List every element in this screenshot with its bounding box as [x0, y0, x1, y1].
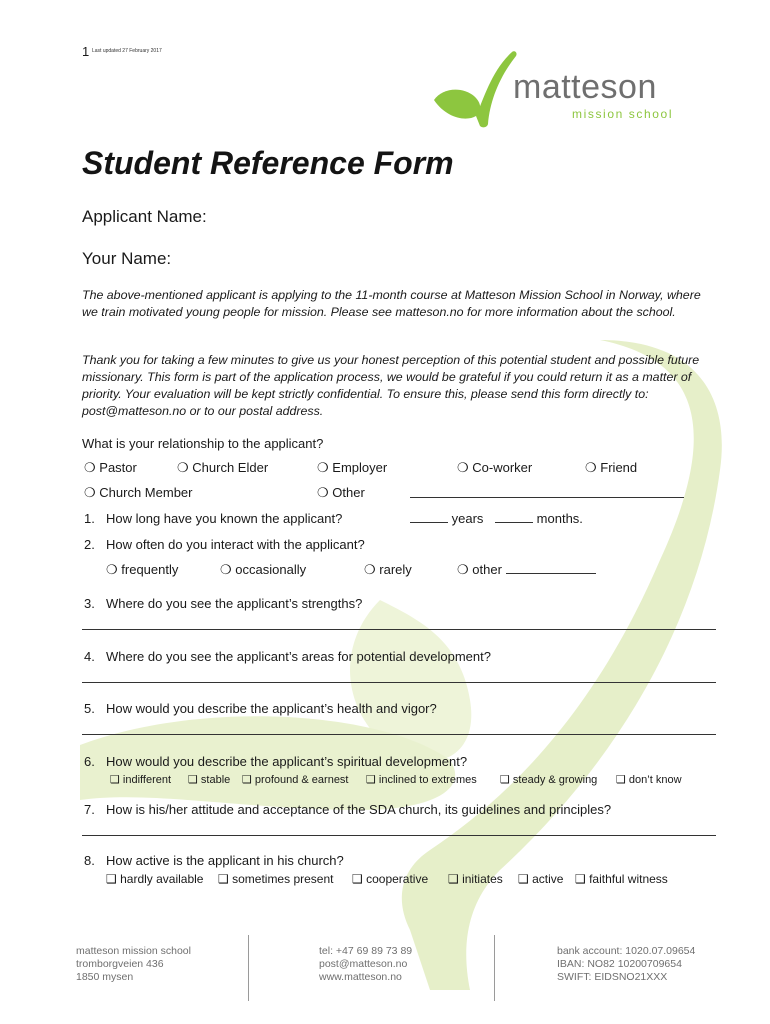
- question-7: [84, 802, 611, 817]
- option-church-elder[interactable]: ❍ Church Elder: [177, 460, 269, 475]
- question-3: [84, 596, 362, 611]
- option-inclined-to-extremes[interactable]: ❑ inclined to extremes: [366, 774, 477, 786]
- footer-address: [76, 945, 191, 984]
- option-rarely[interactable]: ❍ rarely: [364, 562, 412, 577]
- known-duration-fields: [410, 511, 583, 526]
- question-text: Where do you see the applicant’s areas for potential development?: [106, 649, 491, 664]
- question-text: How active is the applicant in his church?: [106, 853, 344, 868]
- question-8: [84, 853, 344, 868]
- option-label: frequently: [121, 562, 179, 577]
- footer-bank: [557, 945, 695, 984]
- question-6: [84, 754, 467, 769]
- option-label: inclined to extremes: [378, 774, 477, 786]
- option-stable[interactable]: ❑ stable: [188, 774, 231, 786]
- question-number: 1.: [84, 511, 95, 526]
- months-label: months.: [536, 511, 583, 526]
- option-steady-growing[interactable]: ❑ steady & growing: [500, 774, 598, 786]
- question-text: Where do you see the applicant’s strengths?: [106, 596, 363, 611]
- months-blank[interactable]: [495, 522, 533, 523]
- footer-line: matteson mission school: [76, 945, 191, 957]
- question-4: [84, 649, 491, 664]
- question-text: How often do you interact with the applicant?: [106, 537, 365, 552]
- question-number: 8.: [84, 853, 95, 868]
- option-occasionally[interactable]: ❍ occasionally: [220, 562, 307, 577]
- answer-line-5[interactable]: [82, 734, 716, 735]
- years-label: years: [451, 511, 484, 526]
- other-relationship-blank[interactable]: [410, 497, 684, 498]
- option-label: occasionally: [235, 562, 307, 577]
- option-initiates[interactable]: ❑ initiates: [448, 872, 503, 886]
- option-label: indifferent: [122, 774, 172, 786]
- option-label: cooperative: [366, 872, 429, 886]
- footer-line[interactable]: post@matteson.no: [319, 958, 408, 970]
- option-label: hardly available: [120, 872, 204, 886]
- answer-line-4[interactable]: [82, 682, 716, 683]
- answer-line-3[interactable]: [82, 629, 716, 630]
- footer-line: bank account: 1020.07.09654: [557, 945, 696, 957]
- question-5: [84, 701, 437, 716]
- logo-subtitle: mission school: [572, 107, 674, 121]
- footer-line: tromborgveien 436: [76, 958, 164, 970]
- logo-wordmark: matteson: [513, 68, 657, 106]
- option-other[interactable]: ❍ Other: [317, 485, 365, 500]
- question-2: [84, 537, 365, 552]
- option-other-frequency[interactable]: ❍ other: [457, 562, 596, 578]
- option-label: steady & growing: [512, 774, 598, 786]
- answer-line-7[interactable]: [82, 835, 716, 836]
- option-label: Church Member: [99, 485, 193, 500]
- option-label: don’t know: [628, 774, 682, 786]
- question-number: 7.: [84, 802, 95, 817]
- question-number: 3.: [84, 596, 95, 611]
- option-label: active: [532, 872, 564, 886]
- option-label: faithful witness: [589, 872, 668, 886]
- question-text: How would you describe the applicant’s health and vigor?: [106, 701, 437, 716]
- instructions-paragraph: Thank you for taking a few minutes to give us your honest perception of this potential student and possible future missionary. This form is part of the application process, we would be grateful if you could return it as a matter of priority. Your evaluation will be kept strictly confidential. To ensure this, please send this form directly to: post@matteson.no or to our postal address.: [82, 353, 700, 418]
- option-dont-know[interactable]: ❑ don’t know: [616, 774, 682, 786]
- option-hardly-available[interactable]: ❑ hardly available: [106, 872, 204, 886]
- page-number: 1: [82, 44, 90, 59]
- option-sometimes-present[interactable]: ❑ sometimes present: [218, 872, 334, 886]
- option-label: Co-worker: [472, 460, 533, 475]
- footer-line: IBAN: NO82 10200709654: [557, 958, 682, 970]
- option-label: sometimes present: [232, 872, 334, 886]
- question-1: [84, 511, 342, 526]
- last-updated-note: Last updated 27 February 2017: [92, 48, 162, 54]
- question-text: How would you describe the applicant’s spiritual development?: [106, 754, 468, 769]
- option-label: Friend: [600, 460, 638, 475]
- option-label: Employer: [332, 460, 388, 475]
- applicant-name-label: Applicant Name:: [82, 207, 207, 226]
- option-employer[interactable]: ❍ Employer: [317, 460, 388, 475]
- option-label: initiates: [462, 872, 503, 886]
- years-blank[interactable]: [410, 522, 448, 523]
- footer-contact: [319, 945, 412, 984]
- relationship-question: What is your relationship to the applicant?: [82, 436, 324, 451]
- other-frequency-blank[interactable]: [506, 573, 596, 574]
- question-number: 5.: [84, 701, 95, 716]
- option-label: Church Elder: [192, 460, 269, 475]
- option-label: Other: [332, 485, 365, 500]
- option-church-member[interactable]: ❍ Church Member: [84, 485, 193, 500]
- footer-divider: [248, 935, 249, 1001]
- option-label: Pastor: [99, 460, 137, 475]
- option-active[interactable]: ❑ active: [518, 872, 564, 886]
- option-label: profound & earnest: [254, 774, 349, 786]
- option-friend[interactable]: ❍ Friend: [585, 460, 638, 475]
- option-co-worker[interactable]: ❍ Co-worker: [457, 460, 533, 475]
- option-indifferent[interactable]: ❑ indifferent: [110, 774, 172, 786]
- intro-paragraph: The above-mentioned applicant is applying to the 11-month course at Matteson Mission School in Norway, where we train motivated young people for mission. Please see matteson.no for more information about the school.: [82, 288, 701, 319]
- option-cooperative[interactable]: ❑ cooperative: [352, 872, 429, 886]
- option-label: stable: [200, 774, 231, 786]
- footer-line: SWIFT: EIDSNO21XXX: [557, 971, 668, 983]
- option-frequently[interactable]: ❍ frequently: [106, 562, 179, 577]
- footer-divider: [494, 935, 495, 1001]
- option-pastor[interactable]: ❍ Pastor: [84, 460, 137, 475]
- option-label: other: [472, 562, 502, 577]
- your-name-label: Your Name:: [82, 249, 172, 268]
- footer-line: 1850 mysen: [76, 971, 134, 983]
- question-number: 4.: [84, 649, 95, 664]
- question-text: How is his/her attitude and acceptance of the SDA church, its guidelines and principles?: [106, 802, 612, 817]
- footer-line: tel: +47 69 89 73 89: [319, 945, 413, 957]
- question-number: 6.: [84, 754, 95, 769]
- option-profound-earnest[interactable]: ❑ profound & earnest: [242, 774, 349, 786]
- question-text: How long have you known the applicant?: [106, 511, 343, 526]
- form-title: Student Reference Form: [82, 145, 454, 181]
- option-faithful-witness[interactable]: ❑ faithful witness: [575, 872, 668, 886]
- footer-line[interactable]: www.matteson.no: [319, 971, 402, 983]
- option-label: rarely: [379, 562, 412, 577]
- question-number: 2.: [84, 537, 95, 552]
